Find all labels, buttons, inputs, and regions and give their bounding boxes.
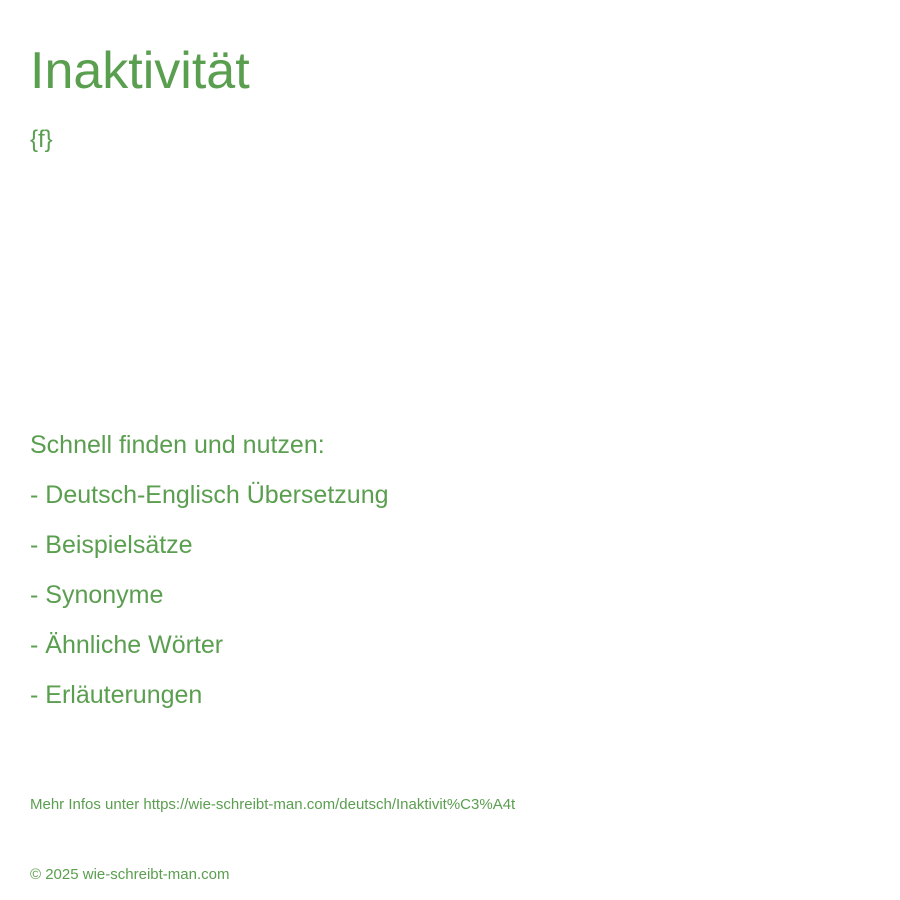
grammatical-gender: {f}	[30, 126, 53, 153]
page-title: Inaktivität	[30, 42, 250, 100]
feature-item-similar-words: - Ähnliche Wörter	[30, 631, 224, 659]
feature-list	[30, 420, 389, 720]
copyright-notice: © 2025 wie-schreibt-man.com	[30, 866, 230, 883]
feature-item-synonyms: - Synonyme	[30, 581, 164, 609]
feature-item-translation: - Deutsch-Englisch Übersetzung	[30, 481, 389, 509]
feature-list-heading: Schnell finden und nutzen:	[30, 431, 325, 459]
feature-item-example-sentences: - Beispielsätze	[30, 531, 193, 559]
more-info-line	[30, 794, 515, 816]
more-info-prefix: Mehr Infos unter	[30, 796, 140, 813]
feature-item-explanations: - Erläuterungen	[30, 681, 203, 709]
more-info-link[interactable]: https://wie-schreibt-man.com/deutsch/Inaktivit%C3%A4t	[143, 796, 516, 813]
